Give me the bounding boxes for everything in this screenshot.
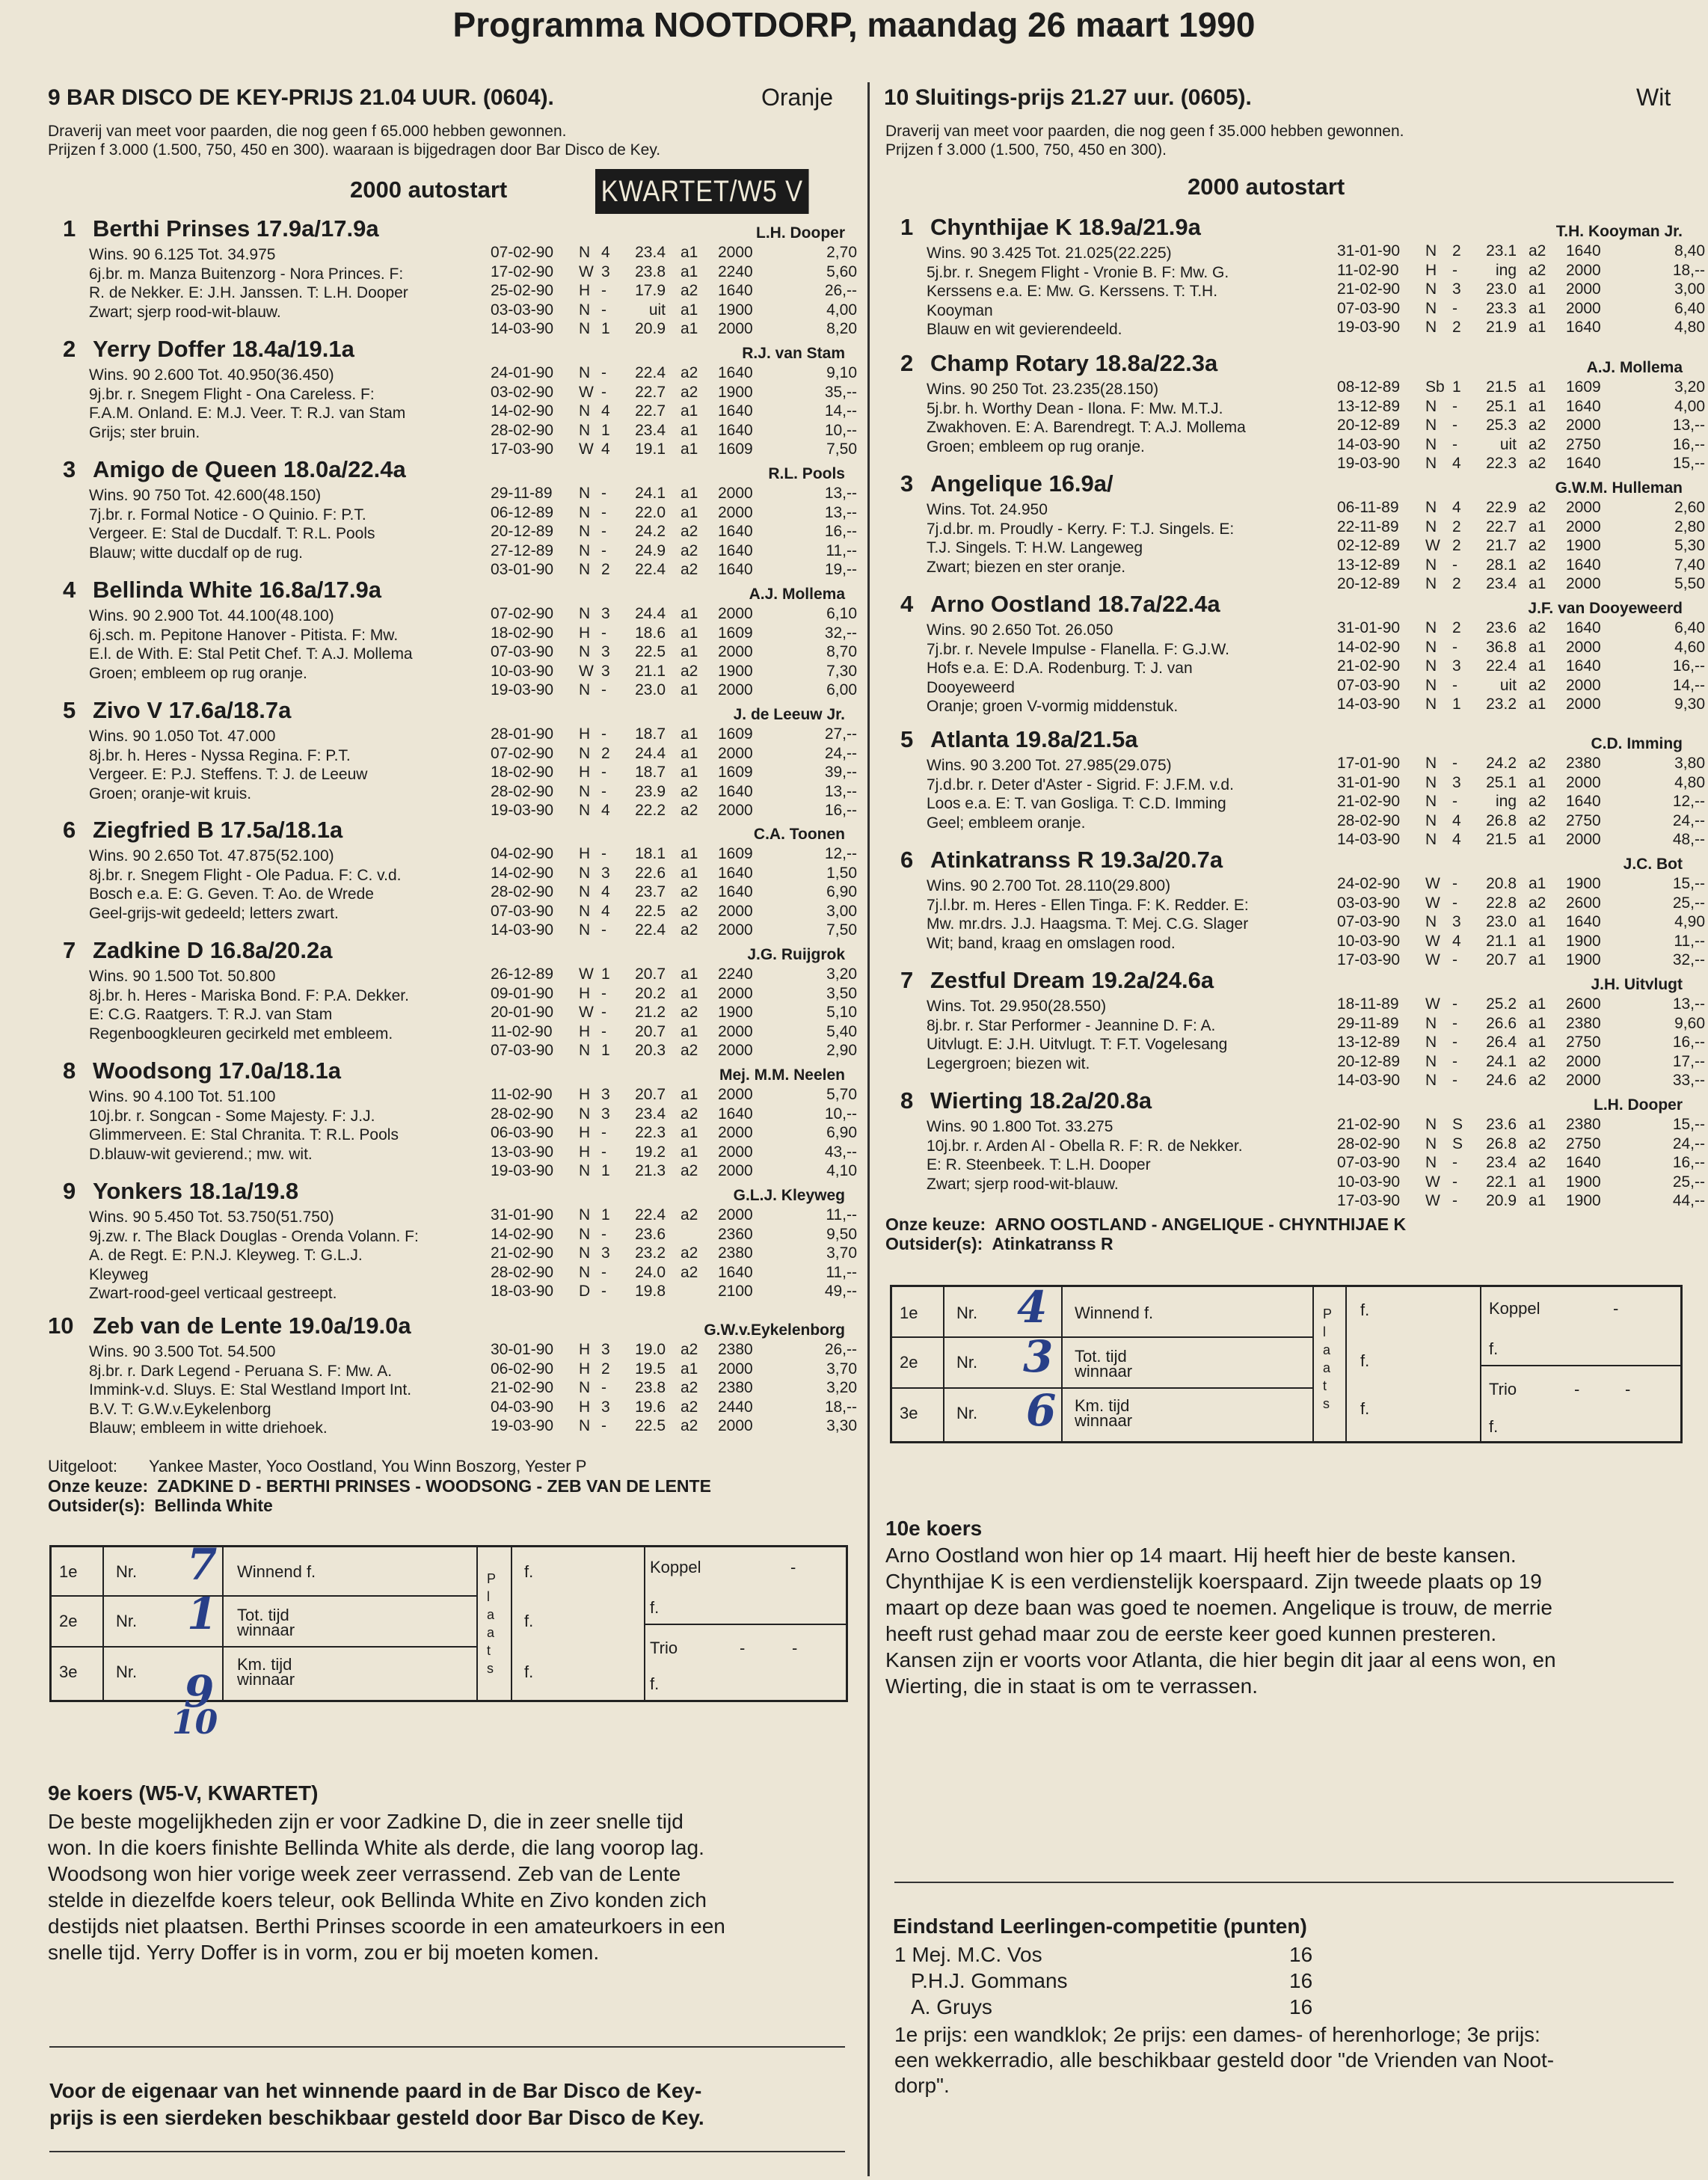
tot-tijd-label: Tot. tijd [237,1606,289,1624]
horse-number: 2 [900,350,914,376]
horse-name: Arno Oostland 18.7a/22.4a [930,591,1220,617]
winnend-label: Winnend f. [1075,1304,1154,1322]
horse-trainer: J.G. Ruijgrok [747,946,845,963]
standing-name-2: P.H.J. Gommans [911,1969,1068,1992]
km-tijd-label: Km. tijd [1075,1396,1130,1415]
horse-name: Berthi Prinses 17.9a/17.9a [93,215,379,242]
race9-outsider [48,1496,273,1516]
race9-heading: 9 BAR DISCO DE KEY-PRIJS 21.04 UUR. (0604). [48,85,554,110]
horse-trainer: L.H. Dooper [756,224,845,242]
horse-details: Wins. Tot. 24.950 7j.d.br. m. Proudly - Kerry. F: T.J. Singels. E: T.J. Singels. T: H.W. Langeweg Zwart; biezen en ster oranje. [927,501,1235,576]
horse-number: 2 [63,336,76,362]
km-winnaar-label: winnaar [1075,1411,1133,1430]
handwritten-third: 6 [1026,1385,1057,1436]
outsider-label: Outsider(s): [48,1496,146,1515]
plaats-f-3: f. [524,1662,534,1681]
uitgeloot-value: Yankee Master, Yoco Oostland, You Winn Boszorg, Yester P [148,1457,587,1476]
horse-trainer: Mej. M.M. Neelen [719,1066,845,1084]
keuze-label: Onze keuze: [48,1476,149,1496]
race10-commentary: Arno Oostland won hier op 14 maart. Hij heeft hier de beste kansen. Chynthijae K is een verdienstelijk koerspaard. Zijn tweede plaats op 19 maart op deze baan was goed te noemen. Angelique is trouw, de merrie heeft rust gehad maar zou de eerste keer goed kunnen presteren. Kansen zijn er voorts voor Atlanta, die hier begin dit jaar al eens won, en Wierting, die in staat is om te verrassen. [885,1544,1556,1698]
race10-color: Wit [1636,84,1671,111]
horse-number: 3 [63,456,76,482]
horse-trainer: J.C. Bot [1623,856,1683,873]
horse-name: Zivo V 17.6a/18.7a [93,697,292,723]
horse-trainer: A.J. Mollema [749,586,845,603]
race10-start-type: 2000 autostart [1188,174,1345,200]
keuze-value: ZADKINE D - BERTHI PRINSES - WOODSONG - ZEB VAN DE LENTE [157,1476,711,1496]
standing-pts-2: 16 [1289,1969,1313,1992]
horse-number: 6 [63,817,76,843]
plaats-f-1: f. [1360,1301,1370,1319]
horse-name: Yonkers 18.1a/19.8 [93,1178,299,1204]
race10-outsider [885,1234,1113,1254]
race9-conditions-2: Prijzen f 3.000 (1.500, 750, 450 en 300). waaraan is bijgedragen door Bar Disco de Key. [48,141,661,159]
place-3: 3e [59,1662,78,1681]
horse-trainer: J.F. van Dooyeweerd [1528,600,1683,617]
koppel-f: f. [1489,1339,1499,1358]
horse-trainer: R.L. Pools [768,465,845,482]
place-1: 1e [59,1562,78,1581]
plaats-f-2: f. [524,1612,534,1630]
tot-winnaar-label: winnaar [1075,1362,1133,1381]
race9-start-type: 2000 autostart [350,176,508,203]
standing-name-1: 1 Mej. M.C. Vos [894,1943,1042,1966]
standing-pts-3: 16 [1289,1995,1313,2018]
trio-label: Trio [650,1639,678,1657]
nr-label-1: Nr. [116,1562,138,1581]
separator [894,1882,1674,1883]
outsider-value: Bellinda White [154,1496,273,1515]
km-tijd-label: Km. tijd [237,1655,292,1674]
plaats-vertical-label: P l a a t s [1323,1307,1333,1411]
horse-details: Wins. 90 2.900 Tot. 44.100(48.100) 6j.sch. m. Pepitone Hanover - Pitista. F: Mw. E.l. de With. E: Stal Petit Chef. T: A.J. Mollema Groen; embleem op rug oranje. [89,607,413,682]
horse-number: 8 [63,1057,76,1084]
page-title: Programma NOOTDORP, maandag 26 maart 1990 [452,5,1256,44]
race9-betting-form: 1e 2e 3e Nr. Nr. Nr. Winnend f. Tot. tijd winnaar Km. tijd winnaar P l a a t s f. f. f. Koppel f. Trio f. - - - [49,1545,848,1702]
horse-details: Wins. 90 750 Tot. 42.600(48.150) 7j.br. r. Formal Notice - O Quinio. F: P.T. Vergeer. E: Stal de Ducdalf. T: R.L. Pools Blauw; witte ducdalf op de rug. [89,487,375,562]
horse-number: 1 [63,215,76,242]
koppel-f: f. [650,1598,660,1617]
separator-bottom [49,2151,845,2152]
horse-name: Zadkine D 16.8a/20.2a [93,937,333,963]
handwritten-second: 1 [187,1588,218,1639]
nr-label-3: Nr. [116,1662,138,1681]
horse-name: Wierting 18.2a/20.8a [930,1087,1152,1114]
tot-tijd-label: Tot. tijd [1075,1347,1127,1366]
horse-number: 9 [63,1178,76,1204]
race10-conditions-2: Prijzen f 3.000 (1.500, 750, 450 en 300). [885,141,1167,159]
horse-name: Atinkatranss R 19.3a/20.7a [930,847,1223,873]
horse-name: Woodsong 17.0a/18.1a [93,1057,341,1084]
winnend-label: Winnend f. [237,1562,316,1581]
nr-label-2: Nr. [116,1612,138,1630]
horse-trainer: T.H. Kooyman Jr. [1555,223,1683,240]
trio-f: f. [1489,1417,1499,1436]
nr-label-3: Nr. [956,1404,978,1422]
plaats-f-3: f. [1360,1399,1370,1418]
horse-trainer: L.H. Dooper [1594,1096,1683,1114]
horse-trainer: C.D. Imming [1591,735,1683,752]
horse-details: Wins. 90 1.800 Tot. 33.275 10j.br. r. Arden Al - Obella R. F: R. de Nekker. E: R. Steenbeek. T: L.H. Dooper Zwart; sjerp rood-wit-blauw. [927,1118,1243,1193]
horse-number: 4 [900,591,914,617]
bet-type-badge [595,169,809,214]
horse-details: Wins. 90 5.450 Tot. 53.750(51.750) 9j.zw. r. The Black Douglas - Orenda Volann. F: A. de Regt. E: P.N.J. Kleyweg. T: G.L.J. Kleyweg Zwart-rood-geel verticaal gestreept. [89,1209,419,1302]
place-2: 2e [900,1353,918,1372]
plaats-f-2: f. [1360,1351,1370,1370]
horse-number: 4 [63,577,76,603]
koppel-label: Koppel [1489,1299,1540,1318]
standings-prizes: 1e prijs: een wandklok; 2e prijs: een dames- of herenhorloge; 3e prijs: een wekkerradio, alle beschikbaar gesteld door "de Vrienden van Noot- dorp". [894,2023,1555,2097]
handwritten-third: 9 [184,1666,215,1717]
race10-heading: 10 Sluitings-prijs 21.27 uur. (0605). [884,85,1252,110]
place-2: 2e [59,1612,78,1630]
race9-commentary: De beste mogelijkheden zijn er voor Zadkine D, die in zeer snelle tijd won. In die koers finishte Bellinda White als derde, die lang voorop lag. Woodsong won hier vorige week zeer verrassend. Zeb van de Lente stelde in diezelfde koers teleur, ook Bellinda White en Zivo konden zich destijds niet plaatsen. Berthi Prinses scoorde in een amateurkoers in een snelle tijd. Yerry Doffer is in vorm, zou er bij moeten komen. [48,1810,725,1964]
standings-title: Eindstand Leerlingen-competitie (punten) [893,1915,1307,1938]
horse-name: Atlanta 19.8a/21.5a [930,726,1138,752]
nr-label-2: Nr. [956,1353,978,1372]
uitgeloot-label: Uitgeloot: [48,1457,117,1476]
bet-type-label: KWARTET/W5 V [600,174,803,208]
koppel-label: Koppel [650,1558,701,1576]
trio-label: Trio [1489,1380,1517,1398]
keuze-value: ARNO OOSTLAND - ANGELIQUE - CHYNTHIJAE K [995,1215,1407,1234]
horse-number: 8 [900,1087,914,1114]
race10-conditions-1: Draverij van meet voor paarden, die nog geen f 35.000 hebben gewonnen. [885,123,1404,140]
handwritten-first: 4 [1017,1282,1048,1333]
horse-trainer: A.J. Mollema [1586,359,1683,376]
horse-trainer: J.H. Uitvlugt [1591,976,1683,993]
column-divider [867,82,870,2176]
race10-betting-form: 1e 2e 3e Nr. Nr. Nr. Winnend f. Tot. tijd winnaar Km. tijd winnaar P l a a t s f. f. f. Koppel f. Trio f. - - - [890,1285,1683,1443]
horse-name: Zeb van de Lente 19.0a/19.0a [93,1312,411,1339]
horse-details: Wins. 90 4.100 Tot. 51.100 10j.br. r. Songcan - Some Majesty. F: J.J. Glimmerveen. E: Stal Chranita. T: R.L. Pools D.blauw-wit gevierend.; mw. wit. [89,1088,399,1163]
race10-keuze [885,1215,1406,1235]
race9-prize-note: Voor de eigenaar van het winnende paard in de Bar Disco de Key- prijs is een sierdeken beschikbaar gesteld door Bar Disco de Key. [49,2079,704,2129]
race9-keuze [48,1476,711,1496]
horse-number: 5 [63,697,76,723]
horse-details: Wins. Tot. 29.950(28.550) 8j.br. r. Star Performer - Jeannine D. F: A. Uitvlugt. E: J.H. Uitvlugt. T: F.T. Vogelesang Legergroen; biezen wit. [927,998,1228,1072]
race9-color: Oranje [761,84,834,111]
horse-details: Wins. 90 250 Tot. 23.235(28.150) 5j.br. h. Worthy Dean - Ilona. F: Mw. M.T.J. Zwakhoven. E: A. Barendregt. T: A.J. Mollema Groen; embleem op rug oranje. [927,381,1246,455]
horse-details: Wins. 90 3.425 Tot. 21.025(22.225) 5j.br. r. Snegem Flight - Vronie B. F: Mw. G. Kerssens e.a. E: Mw. G. Kerssens. T: T.H. Kooyman Blauw en wit gevierendeeld. [927,245,1229,338]
outsider-label: Outsider(s): [885,1234,983,1253]
horse-details: Wins. 90 2.700 Tot. 28.110(29.800) 7j.l.br. m. Heres - Ellen Tinga. F: K. Redder. E: Mw. mr.drs. J.J. Haagsma. T: Mej. C.G. Slager Wit; band, kraag en omslagen rood. [927,877,1249,952]
race9-commentary-title: 9e koers (W5-V, KWARTET) [48,1781,319,1805]
horse-name: Yerry Doffer 18.4a/19.1a [93,336,354,362]
place-3: 3e [900,1404,918,1422]
handwritten-second: 3 [1023,1331,1054,1382]
horse-name: Zestful Dream 19.2a/24.6a [930,967,1214,993]
horse-name: Ziegfried B 17.5a/18.1a [93,817,343,843]
horse-trainer: G.L.J. Kleyweg [733,1187,845,1204]
nr-label-1: Nr. [956,1304,978,1322]
horse-details: Wins. 90 2.650 Tot. 26.050 7j.br. r. Nevele Impulse - Flanella. F: G.J.W. Hofs e.a. E: D.A. Rodenburg. T: J. van Dooyeweerd Oranje; groen V-vormig middenstuk. [927,621,1229,715]
plaats-vertical-label: P l a a t s [487,1571,497,1676]
horse-name: Angelique 16.9a/ [930,470,1113,497]
horse-trainer: G.W.M. Hulleman [1555,479,1683,497]
horse-name: Bellinda White 16.8a/17.9a [93,577,381,603]
horse-details: Wins. 90 2.600 Tot. 40.950(36.450) 9j.br. r. Snegem Flight - Ona Careless. F: F.A.M. Onland. E: M.J. Veer. T: R.J. van Stam Grijs; ster bruin. [89,366,406,441]
horse-name: Amigo de Queen 18.0a/22.4a [93,456,406,482]
race9-conditions-1: Draverij van meet voor paarden, die nog geen f 65.000 hebben gewonnen. [48,123,567,140]
horse-number: 1 [900,214,914,240]
horse-number: 3 [900,470,914,497]
horse-number: 5 [900,726,914,752]
outsider-value: Atinkatranss R [992,1234,1113,1253]
race10-commentary-title: 10e koers [885,1517,983,1540]
handwritten-first: 7 [187,1539,218,1590]
horse-number: 7 [63,937,76,963]
trio-f: f. [650,1674,660,1693]
horse-details: Wins. 90 1.500 Tot. 50.800 8j.br. h. Heres - Mariska Bond. F: P.A. Dekker. E: C.G. Raatgers. T: R.J. van Stam Regenboogkleuren gecirkeld met embleem. [89,968,409,1043]
horse-details: Wins. 90 2.650 Tot. 47.875(52.100) 8j.br. r. Snegem Flight - Ole Padua. F: C. v.d. Bosch e.a. E: G. Geven. T: Ao. de Wrede Geel-grijs-wit gedeeld; letters zwart. [89,847,402,922]
horse-details: Wins. 90 1.050 Tot. 47.000 8j.br. h. Heres - Nyssa Regina. F: P.T. Vergeer. E: P.J. Steffens. T: J. de Leeuw Groen; oranje-wit kruis. [89,728,368,802]
keuze-label: Onze keuze: [885,1215,986,1234]
horse-number: 6 [900,847,914,873]
horse-name: Chynthijae K 18.9a/21.9a [930,214,1201,240]
standing-pts-1: 16 [1289,1943,1313,1966]
horse-details: Wins. 90 3.200 Tot. 27.985(29.075) 7j.d.br. r. Deter d'Aster - Sigrid. F: J.F.M. v.d. Loos e.a. E: T. van Gosliga. T: C.D. Imming Geel; embleem oranje. [927,757,1234,832]
horse-trainer: R.J. van Stam [742,345,845,362]
plaats-f-1: f. [524,1562,534,1581]
separator [49,2046,845,2048]
tot-winnaar-label: winnaar [237,1621,295,1639]
horse-number: 10 [48,1312,74,1339]
horse-details: Wins. 90 3.500 Tot. 54.500 8j.br. r. Dark Legend - Peruana S. F: Mw. A. Immink-v.d. Sluys. E: Stal Westland Import Int. B.V. T: G.W.v.Eykelenborg Blauw; embleem in witte driehoek. [89,1343,412,1437]
place-1: 1e [900,1304,918,1322]
race9-uitgeloot [48,1457,586,1476]
km-winnaar-label: winnaar [237,1670,295,1689]
horse-number: 7 [900,967,914,993]
standing-name-3: A. Gruys [911,1995,992,2018]
horse-trainer: G.W.v.Eykelenborg [704,1321,845,1339]
horse-details: Wins. 90 6.125 Tot. 34.975 6j.br. m. Manza Buitenzorg - Nora Princes. F: R. de Nekker. E: J.H. Janssen. T: L.H. Dooper Zwart; sjerp rood-wit-blauw. [89,246,408,321]
horse-trainer: C.A. Toonen [753,826,845,843]
horse-name: Champ Rotary 18.8a/22.3a [930,350,1218,376]
handwritten-fourth: 10 [172,1704,218,1742]
newspaper-page: Programma NOOTDORP, maandag 26 maart 1990 9 BAR DISCO DE KEY-PRIJS 21.04 UUR. (0604). Oranje Draverij van meet voor paarden, die nog geen f 65.000 hebben gewonnen. Prijzen f 3.000 (1.500, 750, 450 en 300). waaraan is bijgedragen door Bar Disco de Key. 2000 autostart KWARTET/W5 V 1 Berthi Prinses 17.9a/17.9a L.H. Dooper Wins. 90 6.125 Tot. 34.975 6j.br. m. Manza Buitenzorg - Nora Princes. F: R. de Nekker. E: J.H. Janssen. T: L.H. Dooper Zwart; sjerp rood-wit-blauw. 07-02-90 N 4 23.4 a1 2000 2,70 17-02-90 W 3 23.8 a1 2240 5,60 25-02-90 H - 17.9 a2 1640 26,-- 03-03-90 N - uit a1 1900 4,00 14-03-90 N 1 20.9 a1 2000 8,20 2 Yerry Doffer 18.4a/19.1a R.J. van Stam Wins. 90 2.600 Tot. 40.950(36.450) 9j.br. r. Snegem Flight - Ona Careless. F: F.A.M. Onland. E: M.J. Veer. T: R.J. van Stam Grijs; ster bruin. 24-01-90 N - 22.4 a2 1640 9,10 03-02-90 W - 22.7 a2 1900 35,-- 14-02-90 N 4 22.7 a1 1640 14,-- 28-02-90 N 1 23.4 a1 1640 10,-- 17-03-90 W 4 19.1 a1 1609 7,50 3 Amigo de Queen 18.0a/22.4a R.L. Pools Wins. 90 750 Tot. 42.600(48.150) 7j.br. r. Formal Notice - O Quinio. F: P.T. Vergeer. E: Stal de Ducdalf. T: R.L. Pools Blauw; witte ducdalf op de rug. 29-11-89 N - 24.1 a1 2000 13,-- 06-12-89 N - 22.0 a1 2000 13,-- 20-12-89 N - 24.2 a2 1640 16,-- 27-12-89 N - 24.9 a2 1640 11,-- 03-01-90 N 2 22.4 a2 1640 19,-- 4 Bellinda White 16.8a/17.9a A.J. Mollema Wins. 90 2.900 Tot. 44.100(48.100) 6j.sch. m. Pepitone Hanover - Pitista. F: Mw. E.l. de With. E: Stal Petit Chef. T: A.J. Mollema Groen; embleem op rug oranje. 07-02-90 N 3 24.4 a1 2000 6,10 18-02-90 H - 18.6 a1 1609 32,-- 07-03-90 N 3 22.5 a1 2000 8,70 10-03-90 W 3 21.1 a2 1900 7,30 19-03-90 N - 23.0 a1 2000 6,00 5 Zivo V 17.6a/18.7a J. de Leeuw Jr. Wins. 90 1.050 Tot. 47.000 8j.br. h. Heres - Nyssa Regina. F: P.T. Vergeer. E: P.J. Steffens. T: J. de Leeuw Groen; oranje-wit kruis. 28-01-90 H - 18.7 a1 1609 27,-- 07-02-90 N 2 24.4 a1 2000 24,-- 18-02-90 H - 18.7 a1 1609 39,-- 28-02-90 N - 23.9 a2 1640 13,-- 19-03-90 N 4 22.2 a2 2000 16,-- 6 Ziegfried B 17.5a/18.1a C.A. Toonen Wins. 90 2.650 Tot. 47.875(52.100) 8j.br. r. Snegem Flight - Ole Padua. F: C. v.d. Bosch e.a. E: G. Geven. T: Ao. de Wrede Geel-grijs-wit gedeeld; letters zwart. 04-02-90 H - 18.1 a1 1609 12,-- 14-02-90 N 3 22.6 a1 1640 1,50 28-02-90 N 4 23.7 a2 1640 6,90 07-03-90 N 4 22.5 a2 2000 3,00 14-03-90 N - 22.4 a2 2000 7,50 7 Zadkine D 16.8a/20.2a J.G. Ruijgrok Wins. 90 1.500 Tot. 50.800 8j.br. h. Heres - Mariska Bond. F: P.A. Dekker. E: C.G. Raatgers. T: R.J. van Stam Regenboogkleuren gecirkeld met embleem. 26-12-89 W 1 20.7 a1 2240 3,20 09-01-90 H - 20.2 a1 2000 3,50 20-01-90 W - 21.2 a2 1900 5,10 11-02-90 H - 20.7 a1 2000 5,40 07-03-90 N 1 20.3 a2 2000 2,90 8 Woodsong 17.0a/18.1a Mej. M.M. Neelen Wins. 90 4.100 Tot. 51.100 10j.br. r. Songcan - Some Majesty. F: J.J. Glimmerveen. E: Stal Chranita. T: R.L. Pools D.blauw-wit gevierend.; mw. wit. 11-02-90 H 3 20.7 a1 2000 5,70 28-02-90 N 3 23.4 a2 1640 10,-- 06-03-90 H - 22.3 a1 2000 6,90 13-03-90 H - 19.2 a1 2000 43,-- 19-03-90 N 1 21.3 a2 2000 4,10 9 Yonkers 18.1a/19.8 G.L.J. Kleyweg Wins. 90 5.450 Tot. 53.750(51.750) 9j.zw. r. The Black Douglas - Orenda Volann. F: A. de Regt. E: P.N.J. Kleyweg. T: G.L.J. Kleyweg Zwart-rood-geel verticaal gestreept. 31-01-90 N 1 22.4 a2 2000 11,-- 14-02-90 N - 23.6 2360 9,50 21-02-90 N 3 23.2 a2 2380 3,70 28-02-90 N - 24.0 a2 1640 11,-- 18-03-90 D - 19.8 2100 49,-- 10 Zeb van de Lente 19.0a/19.0a G.W.v.Eykelenborg Wins. 90 3.500 Tot. 54.500 8j.br. r. Dark Legend - Peruana S. F: Mw. A. Immink-v.d. Sluys. E: Stal Westland Import Int. B.V. T: G.W.v.Eykelenborg Blauw; embleem in witte driehoek. 30-01-90 H 3 19.0 a2 2380 26,-- 06-02-90 H 2 19.5 a1 2000 3,70 21-02-90 N - 23.8 a2 2380 3,20 04-03-90 H 3 19.6 a2 2440 18,-- 19-03-90 N - 22.5 a2 2000 3,30 Uitgeloot: Yankee Master, Yoco Oostland, You Winn Boszorg, Yester P Onze keuze: ZADKINE D - BERTHI PRINSES - WOODSONG - ZEB VAN DE LENTE Outsider(s): Bellinda White 1e 2e 3e Nr. Nr. Nr. Winnend f. Tot. tijd winnaar Km. tijd winnaar P l a a t s f. f. f. Koppel f. Trio f. - - - 7 1 9 10 9e koers (W5-V, KWARTET) De beste mogelijkheden zijn er voor Zadkine D, die in zeer snelle tijd won. In die koers finishte Bellinda White als derde, die lang voorop lag. Woodsong won hier vorige week zeer verrassend. Zeb van de Lente stelde in diezelfde koers teleur, ook Bellinda White en Zivo konden zich destijds niet plaatsen. Berthi Prinses scoorde in een amateurkoers in een snelle tijd. Yerry Doffer is in vorm, zou er bij moeten komen. Voor de eigenaar van het winnende paard in de Bar Disco de Key- prijs is een sierdeken beschikbaar gesteld door Bar Disco de Key. 10 Sluitings-prijs 21.27 uur. (0605). Wit Draverij van meet voor paarden, die nog geen f 35.000 hebben gewonnen. Prijzen f 3.000 (1.500, 750, 450 en 300). 2000 autostart 1 Chynthijae K 18.9a/21.9a T.H. Kooyman Jr. Wins. 90 3.425 Tot. 21.025(22.225) 5j.br. r. Snegem Flight - Vronie B. F: Mw. G. Kerssens e.a. E: Mw. G. Kerssens. T: T.H. Kooyman Blauw en wit gevierendeeld. 31-01-90 N 2 23.1 a2 1640 8,40 11-02-90 H - ing a2 2000 18,-- 21-02-90 N 3 23.0 a1 2000 3,00 07-03-90 N - 23.3 a1 2000 6,40 19-03-90 N 2 21.9 a1 1640 4,80 2 Champ Rotary 18.8a/22.3a A.J. Mollema Wins. 90 250 Tot. 23.235(28.150) 5j.br. h. Worthy Dean - Ilona. F: Mw. M.T.J. Zwakhoven. E: A. Barendregt. T: A.J. Mollema Groen; embleem op rug oranje. 08-12-89 Sb 1 21.5 a1 1609 3,20 13-12-89 N - 25.1 a1 1640 4,00 20-12-89 N - 25.3 a2 2000 13,-- 14-03-90 N - uit a2 2750 16,-- 19-03-90 N 4 22.3 a2 1640 15,-- 3 Angelique 16.9a/ G.W.M. Hulleman Wins. Tot. 24.950 7j.d.br. m. Proudly - Kerry. F: T.J. Singels. E: T.J. Singels. T: H.W. Langeweg Zwart; biezen en ster oranje. 06-11-89 N 4 22.9 a2 2000 2,60 22-11-89 N 2 22.7 a1 2000 2,80 02-12-89 W 2 21.7 a2 1900 5,30 13-12-89 N - 28.1 a2 1640 7,40 20-12-89 N 2 23.4 a1 2000 5,50 4 Arno Oostland 18.7a/22.4a J.F. van Dooyeweerd Wins. 90 2.650 Tot. 26.050 7j.br. r. Nevele Impulse - Flanella. F: G.J.W. Hofs e.a. E: D.A. Rodenburg. T: J. van Dooyeweerd Oranje; groen V-vormig middenstuk. 31-01-90 N 2 23.6 a2 1640 6,40 14-02-90 N - 36.8 a1 2000 4,60 21-02-90 N 3 22.4 a1 1640 16,-- 07-03-90 N - uit a2 2000 14,-- 14-03-90 N 1 23.2 a1 2000 9,30 5 Atlanta 19.8a/21.5a C.D. Imming Wins. 90 3.200 Tot. 27.985(29.075) 7j.d.br. r. Deter d'Aster - Sigrid. F: J.F.M. v.d. Loos e.a. E: T. van Gosliga. T: C.D. Imming Geel; embleem oranje. 17-01-90 N - 24.2 a2 2380 3,80 31-01-90 N 3 25.1 a1 2000 4,80 21-02-90 N - ing a2 1640 12,-- 28-02-90 N 4 26.8 a2 2750 24,-- 14-03-90 N 4 21.5 a1 2000 48,-- 6 Atinkatranss R 19.3a/20.7a J.C. Bot Wins. 90 2.700 Tot. 28.110(29.800) 7j.l.br. m. Heres - Ellen Tinga. F: K. Redder. E: Mw. mr.drs. J.J. Haagsma. T: Mej. C.G. Slager Wit; band, kraag en omslagen rood. 24-02-90 W - 20.8 a1 1900 15,-- 03-03-90 W - 22.8 a2 2600 25,-- 07-03-90 N 3 23.0 a1 1640 4,90 10-03-90 W 4 21.1 a1 1900 11,-- 17-03-90 W - 20.7 a1 1900 32,-- 7 Zestful Dream 19.2a/24.6a J.H. Uitvlugt Wins. Tot. 29.950(28.550) 8j.br. r. Star Performer - Jeannine D. F: A. Uitvlugt. E: J.H. Uitvlugt. T: F.T. Vogelesang Legergroen; biezen wit. 18-11-89 W - 25.2 a1 2600 13,-- 29-11-89 N - 26.6 a1 2380 9,60 13-12-89 N - 26.4 a1 2750 16,-- 20-12-89 N - 24.1 a2 2000 17,-- 14-03-90 N - 24.6 a2 2000 33,-- 8 Wierting 18.2a/20.8a L.H. Dooper Wins. 90 1.800 Tot. 33.275 10j.br. r. Arden Al - Obella R. F: R. de Nekker. E: R. Steenbeek. T: L.H. Dooper Zwart; sjerp rood-wit-blauw. 21-02-90 N S 23.6 a1 2380 15,-- 28-02-90 N S 26.8 a2 2750 24,-- 07-03-90 N - 23.4 a2 1640 16,-- 10-03-90 W - 22.1 a1 1900 25,-- 17-03-90 W - 20.9 a1 1900 44,-- Onze keuze: ARNO OOSTLAND - ANGELIQUE - CHYNTHIJAE K Outsider(s): Atinkatranss R 1e 2e 3e Nr. Nr. Nr. Winnend f. Tot. tijd winnaar Km. tijd winnaar P l a a t s f. f. f. Koppel f. Trio f. - - - 4 3 6 10e koers Arno Oostland won hier op 14 maart. Hij heeft hier de beste kansen. Chynthijae K is een verdienstelijk koerspaard. Zijn tweede plaats op 19 maart op deze baan was goed te noemen. Angelique is trouw, de merrie heeft rust gehad maar zou de eerste keer goed kunnen presteren. Kansen zijn er voorts voor Atlanta, die hier begin dit jaar al eens won, en Wierting, die in staat is om te verrassen. Eindstand Leerlingen-competitie (punten) 1 Mej. M.C. Vos 16 P.H.J. Gommans 16 A. Gruys 16 1e prijs: een wandklok; 2e prijs: een dames- of herenhorloge; 3e prijs: een wekkerradio, alle beschikbaar gesteld door "de Vrienden van Noot- dorp". [0,0,1708,2180]
horse-trainer: J. de Leeuw Jr. [733,706,845,723]
